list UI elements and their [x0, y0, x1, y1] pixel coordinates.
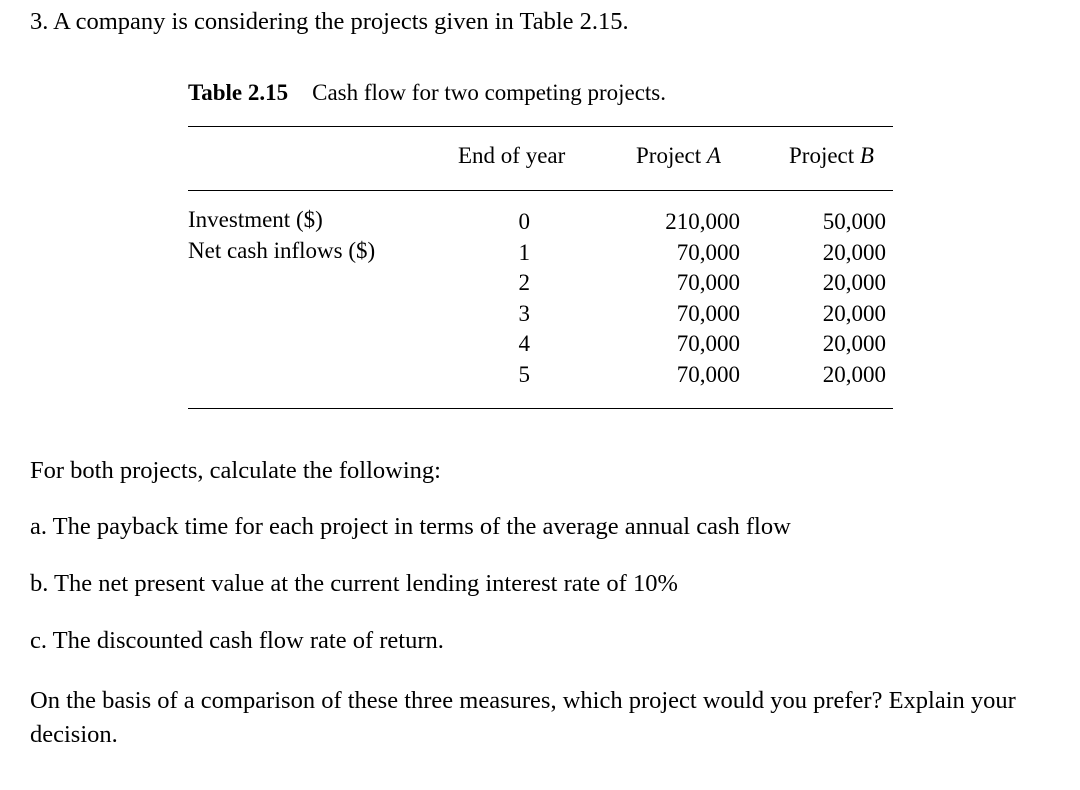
project-b-cell: 20,000 [822, 270, 886, 295]
table-bottom-rule [188, 408, 893, 409]
project-a-cell: 70,000 [676, 300, 740, 326]
project-b-cell: 20,000 [822, 239, 886, 265]
header-project-a: Project A [636, 143, 721, 168]
instruction-a: a. The payback time for each project in terms of the average annual cash flow [30, 513, 791, 540]
project-b-cell: 20,000 [822, 331, 886, 356]
table-caption-number: Table 2.15 [188, 80, 289, 105]
project-a-cell: 70,000 [676, 270, 740, 295]
project-b-cell: 20,000 [822, 361, 886, 387]
project-a-cell: 210,000 [665, 209, 740, 234]
project-a-cell: 70,000 [676, 361, 740, 387]
column-project-b [750, 207, 886, 390]
year-cell: 2 [518, 270, 530, 295]
year-cell: 1 [518, 239, 530, 265]
instructions-intro: For both projects, calculate the following: [30, 457, 441, 484]
table-caption-text: Cash flow for two competing projects. [312, 80, 666, 105]
project-a-cell: 70,000 [676, 239, 740, 265]
question-title: 3. A company is considering the projects given in Table 2.15. [30, 8, 629, 35]
row-label-net-cash-inflows: Net cash inflows ($) [188, 238, 376, 263]
header-end-of-year: End of year [458, 143, 566, 168]
year-cell: 4 [518, 331, 530, 356]
column-end-of-year [470, 207, 530, 390]
project-a-cell: 70,000 [676, 331, 740, 356]
column-project-a [600, 207, 740, 390]
year-cell: 0 [518, 209, 530, 234]
project-b-cell: 20,000 [822, 300, 886, 326]
instruction-b: b. The net present value at the current lending interest rate of 10% [30, 570, 678, 597]
year-cell: 3 [518, 300, 530, 326]
table-header-rule [188, 190, 893, 191]
header-project-b: Project B [789, 143, 874, 168]
closing-question: On the basis of a comparison of these three measures, which project would you prefer? Explain your decision. [30, 687, 1016, 748]
year-cell: 5 [518, 361, 530, 387]
instruction-c: c. The discounted cash flow rate of return. [30, 627, 444, 654]
row-label-investment: Investment ($) [188, 207, 323, 232]
table-caption [188, 80, 666, 106]
table-top-rule [188, 126, 893, 127]
project-b-cell: 50,000 [822, 209, 886, 234]
